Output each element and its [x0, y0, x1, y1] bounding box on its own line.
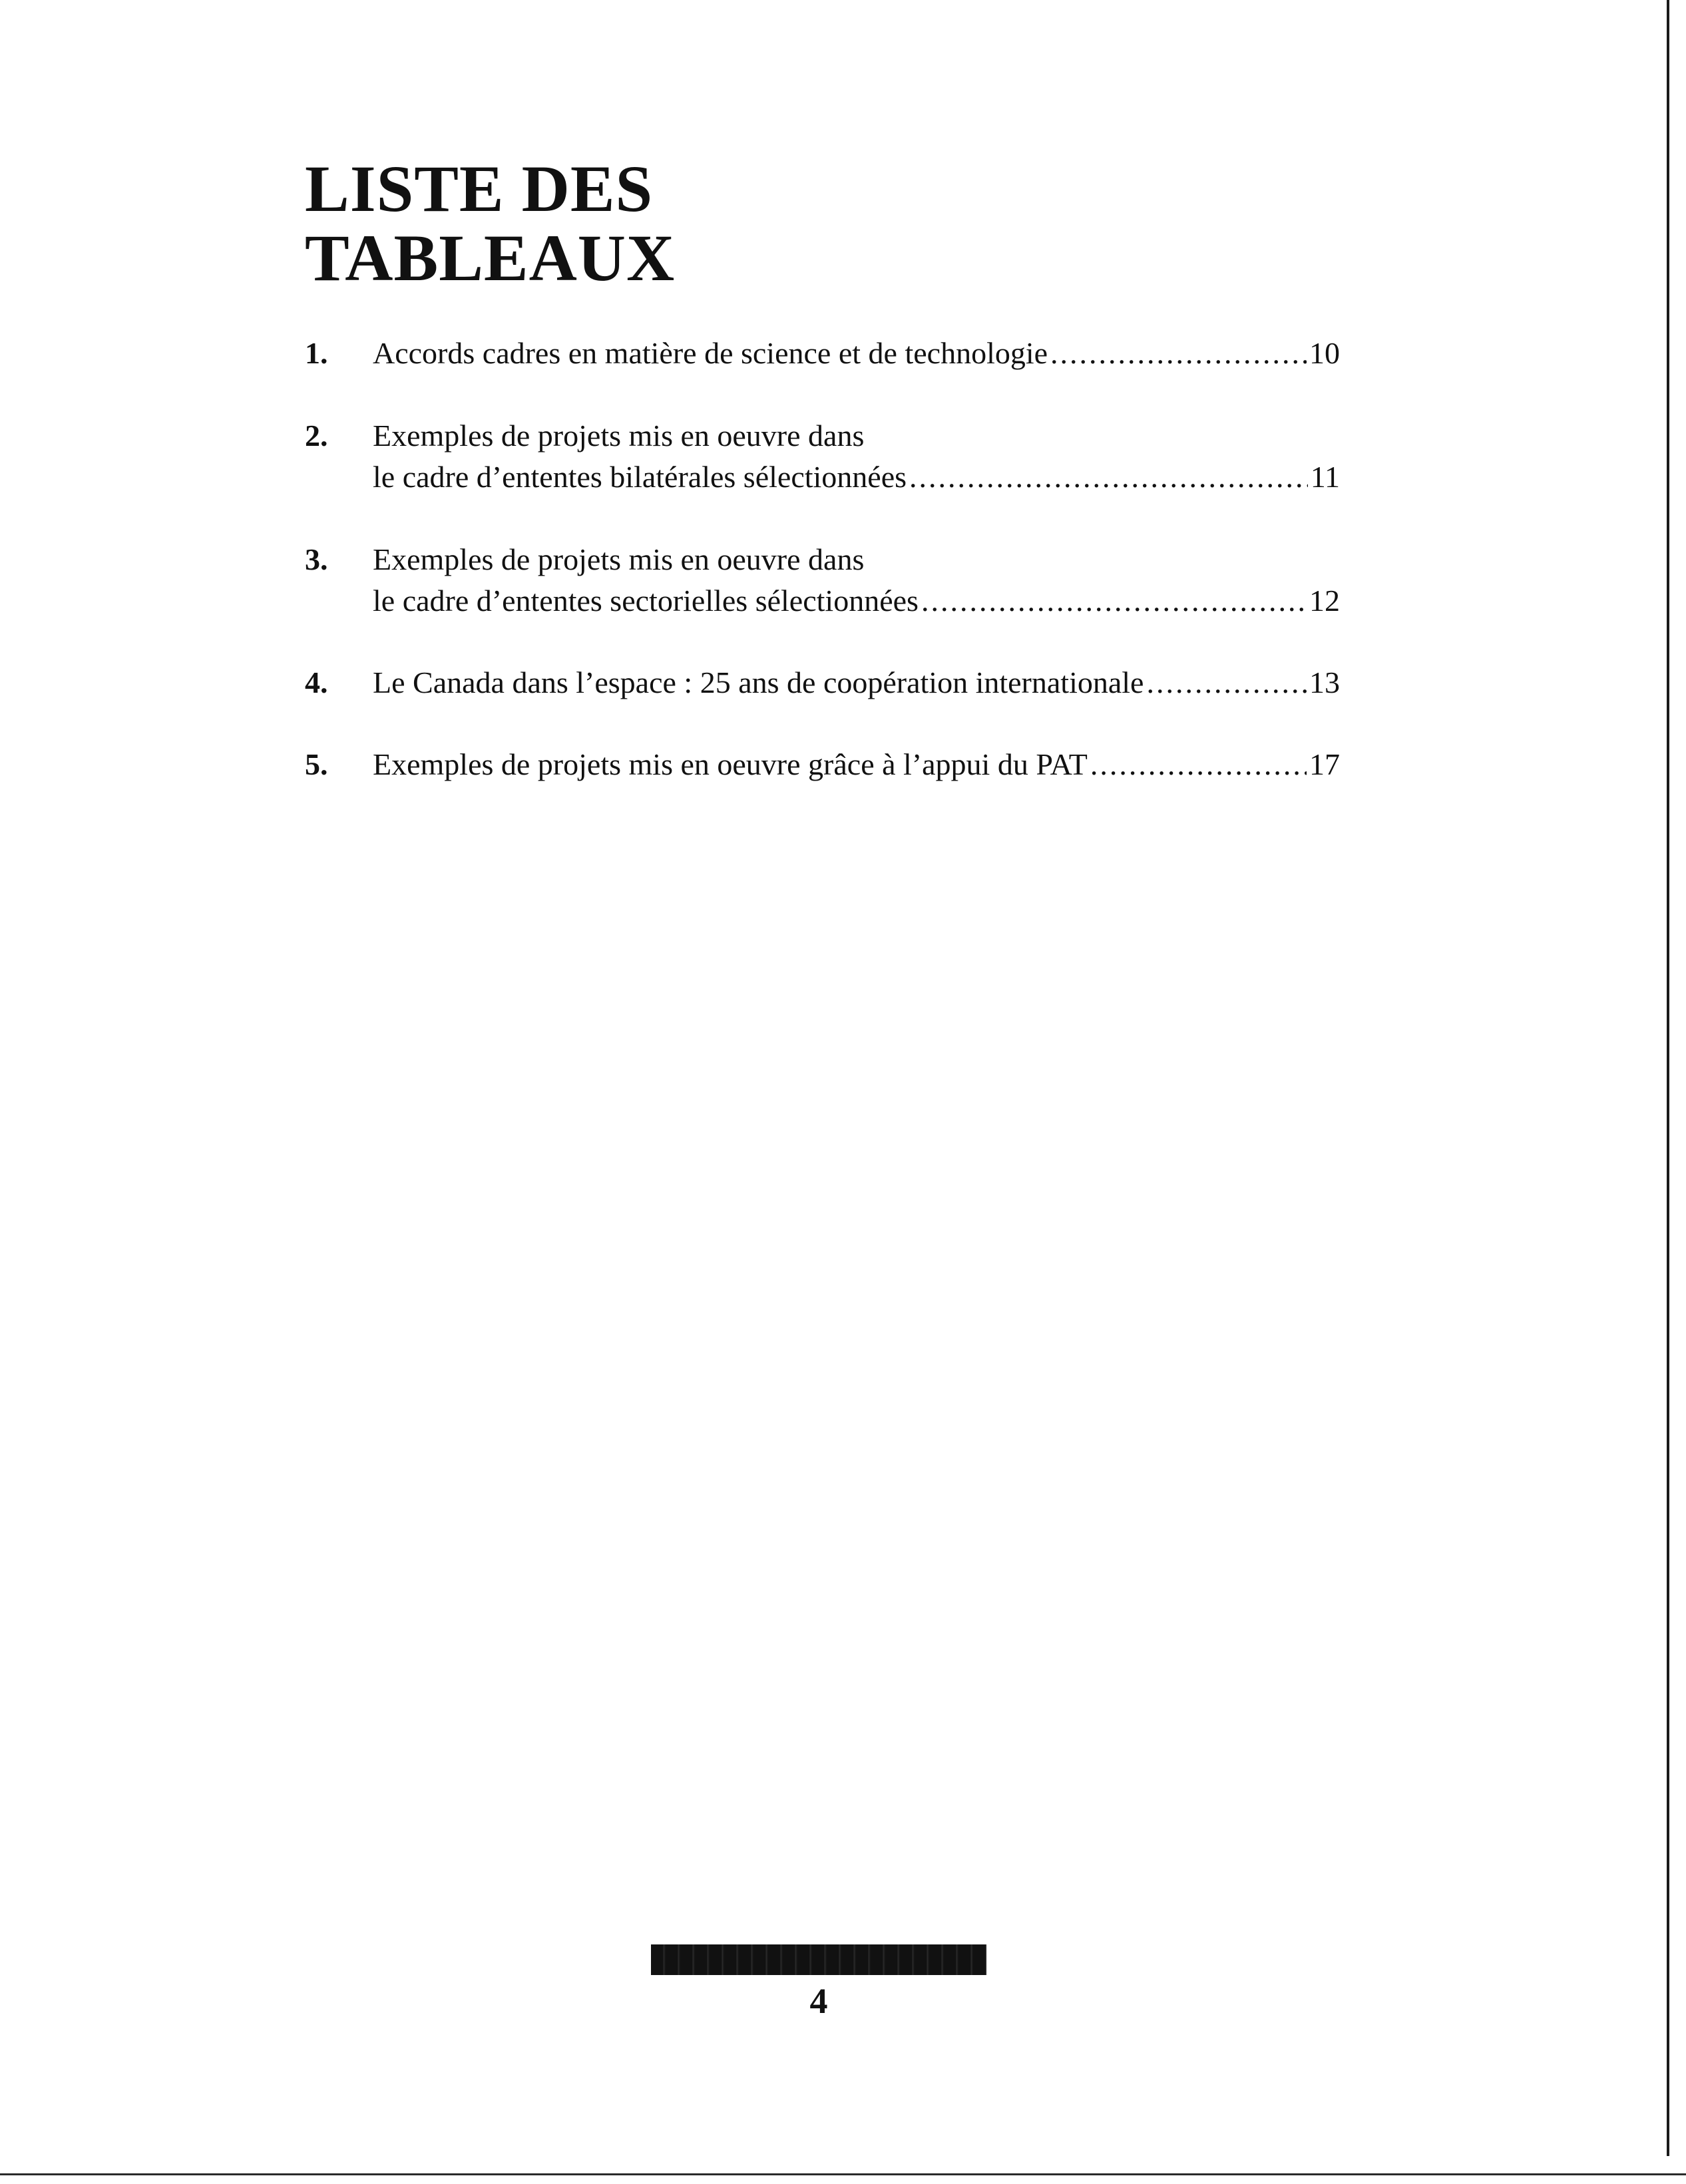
page-edge-right: [1667, 0, 1669, 2156]
page-title: [305, 154, 675, 293]
toc-entry-title: Exemples de projets mis en oeuvre dans: [373, 542, 865, 576]
dot-leader: [1146, 662, 1307, 703]
toc-entry-3[interactable]: [305, 539, 1340, 622]
toc-entry-number: 1.: [305, 336, 328, 370]
toc-entry-2[interactable]: [305, 415, 1340, 498]
toc-entry-page: 17: [1309, 747, 1340, 781]
page-edge-bottom: [0, 2173, 1686, 2175]
toc-entry-title: Exemples de projets mis en oeuvre dans: [373, 419, 865, 453]
dot-leader: [909, 456, 1308, 498]
footer-decorative-bar: [651, 1944, 986, 1975]
dot-leader: [1050, 333, 1307, 374]
toc-entry-4[interactable]: [305, 662, 1340, 703]
toc-entry-number: 3.: [305, 542, 328, 576]
page-number: 4: [809, 1981, 828, 2021]
toc-entry-page: 13: [1309, 665, 1340, 699]
toc-entry-number: 2.: [305, 419, 328, 453]
toc-entry-title-continued: le cadre d’ententes sectorielles sélectionnées: [373, 584, 919, 618]
dot-leader: [921, 580, 1307, 622]
toc-entry-title: Exemples de projets mis en oeuvre grâce à l’appui du PAT: [373, 747, 1088, 781]
toc-entry-title: Accords cadres en matière de science et de technologie: [373, 336, 1048, 370]
dot-leader: [1090, 744, 1307, 785]
toc-entry-title: Le Canada dans l’espace : 25 ans de coopération internationale: [373, 665, 1144, 699]
page-title-line-1: LISTE DES: [305, 152, 654, 226]
toc-entry-number: 4.: [305, 665, 328, 699]
page-title-line-2: TABLEAUX: [305, 221, 676, 295]
toc-entry-1[interactable]: [305, 333, 1340, 374]
toc-entry-title-continued: le cadre d’ententes bilatérales sélectionnées: [373, 460, 907, 494]
toc-entry-page: 11: [1310, 460, 1340, 494]
toc-entry-5[interactable]: [305, 744, 1340, 785]
toc-entry-page: 12: [1309, 584, 1340, 618]
toc-entry-page: 10: [1309, 336, 1340, 370]
toc-entry-number: 5.: [305, 747, 328, 781]
